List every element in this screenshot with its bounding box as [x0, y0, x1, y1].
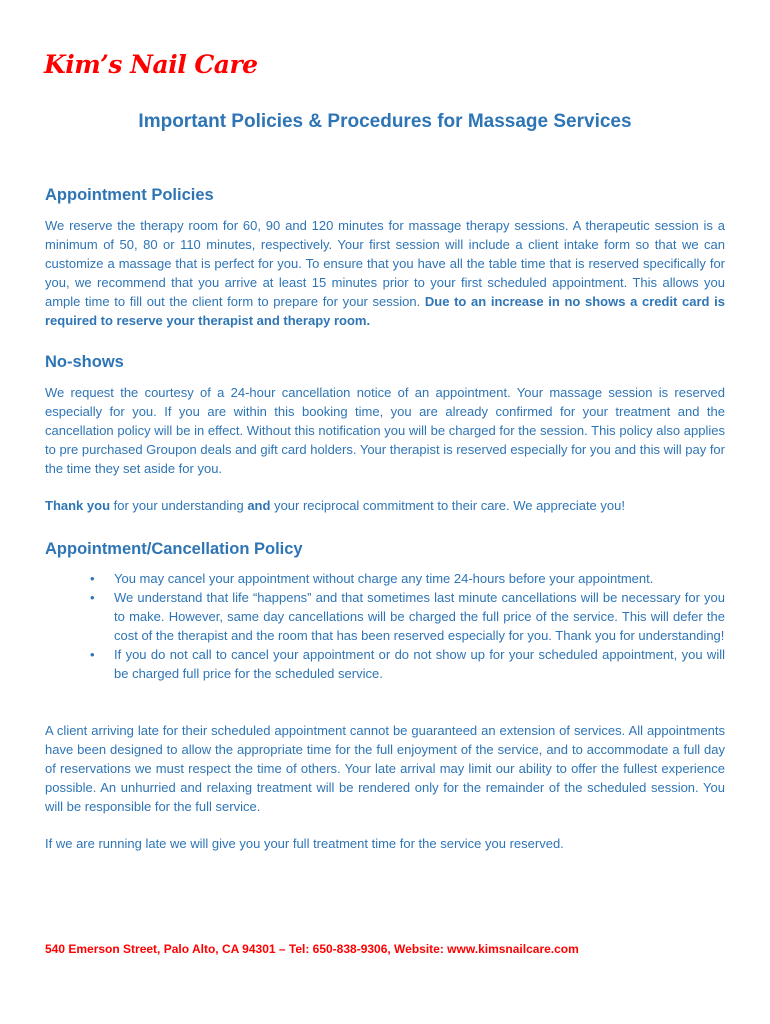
- appointment-policies-paragraph: [45, 216, 725, 330]
- thank-you-paragraph: [45, 496, 725, 515]
- contact-footer: 540 Emerson Street, Palo Alto, CA 94301 – Tel: 650-838-9306, Website: www.kimsnailcare.com: [45, 942, 579, 956]
- bullet-text: You may cancel your appointment without charge any time 24-hours before your appointment.: [114, 571, 654, 586]
- no-shows-paragraph: We request the courtesy of a 24-hour cancellation notice of an appointment. Your massage session is reserved especially for you. If you are within this booking time, you are already confirmed for your treatment and the cancellation policy will be in effect. Without this notification you will be charged for the session. This policy also applies to pre purchased Groupon deals and gift card holders. Your therapist is reserved especially for you and this will pay for the time they set aside for you.: [45, 385, 725, 476]
- no-shows-heading: No-shows: [45, 353, 124, 371]
- thank-you-and: and: [247, 498, 271, 513]
- cancellation-bullet-list: [45, 569, 725, 683]
- appointment-policies-text: We reserve the therapy room for 60, 90 and 120 minutes for massage therapy sessions. A therapeutic session is a minimum of 50, 80 or 110 minutes, respectively. Your first session will include a client intake form so that we can customize a massage that is perfect for you. To ensure that you have all the table time that is reserved specifically for you, we recommend that you arrive at least 15 minutes prior to your first scheduled appointment. This allows you ample time to fill out the client form to prepare for your session.: [45, 218, 725, 309]
- list-item: [90, 569, 725, 588]
- appointment-policies-heading: Appointment Policies: [45, 186, 214, 204]
- thank-you-end: your reciprocal commitment to their care. We appreciate you!: [270, 498, 625, 513]
- thank-you-mid: for your understanding: [110, 498, 248, 513]
- bullet-icon: •: [90, 590, 95, 605]
- thank-you-bold: Thank you: [45, 498, 111, 513]
- brand-logo-text: Kim’s Nail Care: [44, 50, 258, 79]
- credit-card-requirement-text: Due to an increase in no shows a credit card is required to reserve your therapist and therapy room.: [45, 294, 725, 328]
- cancellation-policy-heading: Appointment/Cancellation Policy: [45, 540, 303, 558]
- list-item: [90, 588, 725, 645]
- bullet-icon: •: [90, 571, 95, 586]
- list-item: [90, 645, 725, 683]
- running-late-paragraph: If we are running late we will give you your full treatment time for the service you reserved.: [45, 836, 564, 851]
- bullet-icon: •: [90, 647, 95, 662]
- bullet-text: We understand that life “happens” and that sometimes last minute cancellations will be necessary for you to make. However, same day cancellations will be charged the full price of the service. This will defer the cost of the therapist and the room that has been reserved especially for you. Thank you for understanding!: [114, 590, 725, 643]
- page-title: Important Policies & Procedures for Massage Services: [138, 111, 632, 132]
- bullet-text: If you do not call to cancel your appointment or do not show up for your scheduled appointment, you will be charged full price for the scheduled service.: [114, 647, 725, 681]
- late-arrival-paragraph: A client arriving late for their scheduled appointment cannot be guaranteed an extension of services. All appointments have been designed to allow the appropriate time for the full enjoyment of the service, and to accommodate a full day of reservations we must respect the time of others. Your late arrival may limit our ability to offer the fullest experience possible. An unhurried and relaxing treatment will be rendered only for the remainder of the scheduled session. You will be responsible for the full service.: [45, 723, 725, 814]
